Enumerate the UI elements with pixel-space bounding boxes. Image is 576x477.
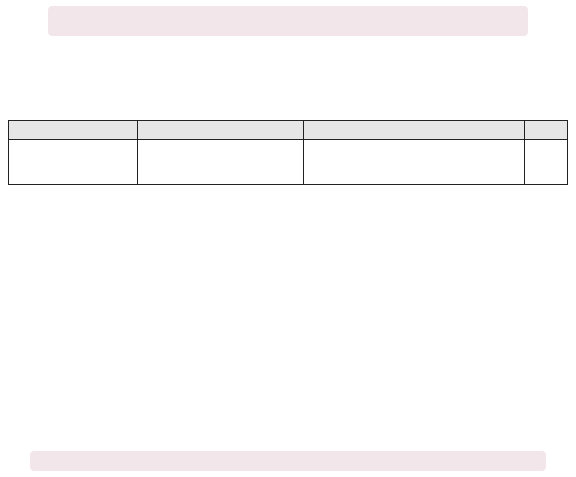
header-number-date [138,121,304,140]
tender-table [8,120,568,185]
schedule-line [8,204,568,217]
schedule-line [8,191,568,204]
header-amount [9,121,138,140]
signature-line [30,451,546,471]
condition-item [8,363,568,376]
condition-item [8,393,568,406]
header-row-number [525,121,568,140]
conditions-list [8,273,568,429]
condition-item [8,273,568,286]
condition-item [8,378,568,391]
schedule-line [8,217,568,230]
schedule-line [8,230,568,243]
schedule-list [8,191,568,269]
condition-item [8,318,568,331]
cell-amount [9,140,138,185]
condition-item [8,333,568,346]
condition-item [8,288,568,301]
table-row [9,140,568,185]
schedule-line [8,256,568,269]
notice-intro [8,42,568,114]
notice-title [48,6,528,36]
condition-item [8,348,568,361]
cell-number-date [138,140,304,185]
condition-item [8,303,568,316]
cell-row-number [525,140,568,185]
schedule-line [8,243,568,256]
tender-table-header [9,121,568,140]
cell-subject [303,140,524,185]
header-subject [303,121,524,140]
